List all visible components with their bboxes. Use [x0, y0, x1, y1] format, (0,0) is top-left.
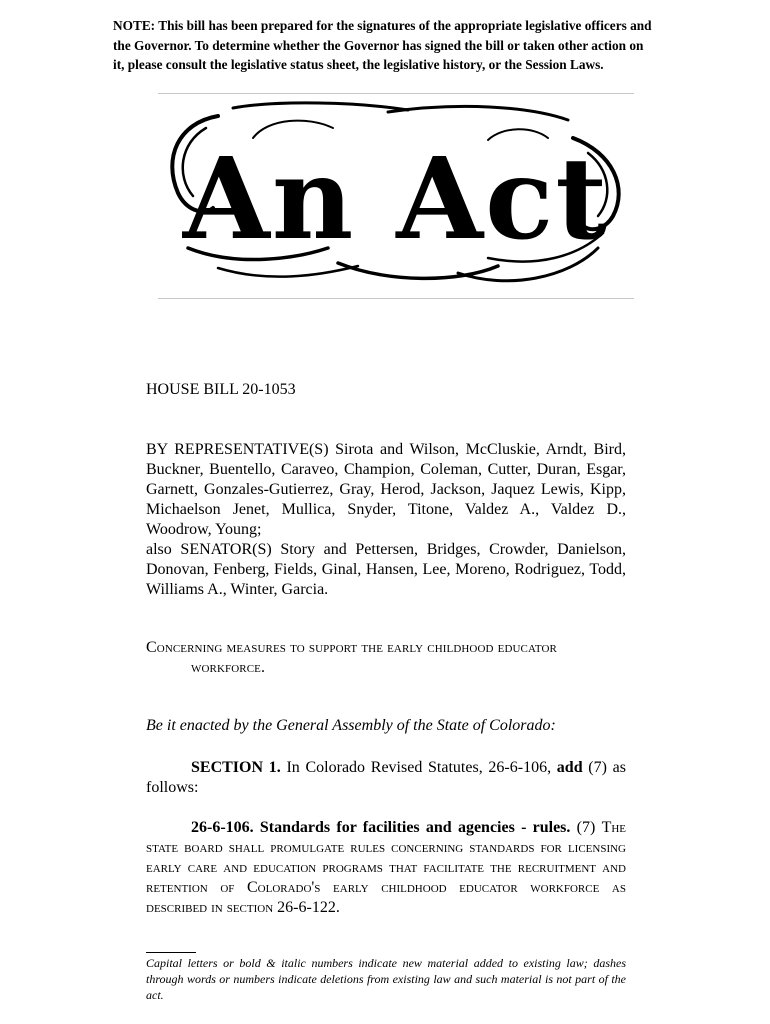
bill-title-line-1: Concerning measures to support the early childhood educator — [146, 639, 557, 656]
senators-list: also SENATOR(S) Story and Pettersen, Bridges, Crowder, Danielson, Donovan, Fenberg, Fields, Ginal, Hansen, Lee, Moreno, Rodriguez, Todd, Williams A., Winter, Garcia. — [146, 541, 626, 598]
an-act-emblem-icon — [158, 98, 634, 296]
bottom-divider — [158, 298, 634, 299]
sponsors-block — [146, 440, 626, 600]
top-divider — [158, 93, 634, 94]
statute-heading: 26-6-106. Standards for facilities and agencies - rules. — [191, 819, 571, 836]
statute-body: The state board shall promulgate rules concerning standards for licensing early care and education programs that facilitate the recruitment and retention of Colorado's early childhood educator workforce as described in section — [146, 819, 627, 916]
section-text-b: (7) as follows: — [146, 759, 627, 796]
emblem-text: An Act — [182, 134, 610, 265]
statute-text — [146, 818, 626, 918]
legislative-note: NOTE: This bill has been prepared for the signatures of the appropriate legislative officers and the Governor. To determine whether the Governor has signed the bill or taken other action on it, please consult the legislative status sheet, the legislative history, or the Session Laws. — [113, 18, 652, 72]
bill-number: HOUSE BILL 20-1053 — [146, 381, 296, 398]
representatives-list: BY REPRESENTATIVE(S) Sirota and Wilson, McCluskie, Arndt, Bird, Buckner, Buentello, Caraveo, Champion, Coleman, Cutter, Duran, Esgar, Garnett, Gonzales-Gutierrez, Gray, Herod, Jackson, Jaquez Lewis, Kipp, Michaelson Jenet, Mullica, Snyder, Titone, Valdez A., Valdez D., Woodrow, Young; — [146, 441, 626, 538]
enacting-clause: Be it enacted by the General Assembly of the State of Colorado: — [146, 717, 556, 734]
section-add: add — [556, 759, 583, 776]
statute-subsection: (7) — [570, 819, 602, 836]
footnote: Capital letters or bold & italic numbers indicate new material added to existing law; dashes through words or numbers indicate deletions from existing law and such material is not part of the act. — [146, 956, 626, 1002]
bill-title-line-2: workforce. — [191, 659, 266, 676]
footnote-divider — [146, 952, 196, 953]
bill-title — [146, 638, 626, 678]
section-1 — [146, 758, 626, 798]
statute-ref: 26-6-122. — [277, 899, 340, 916]
section-text-a: In Colorado Revised Statutes, 26-6-106, — [280, 759, 557, 776]
section-heading: SECTION 1. — [191, 759, 281, 776]
